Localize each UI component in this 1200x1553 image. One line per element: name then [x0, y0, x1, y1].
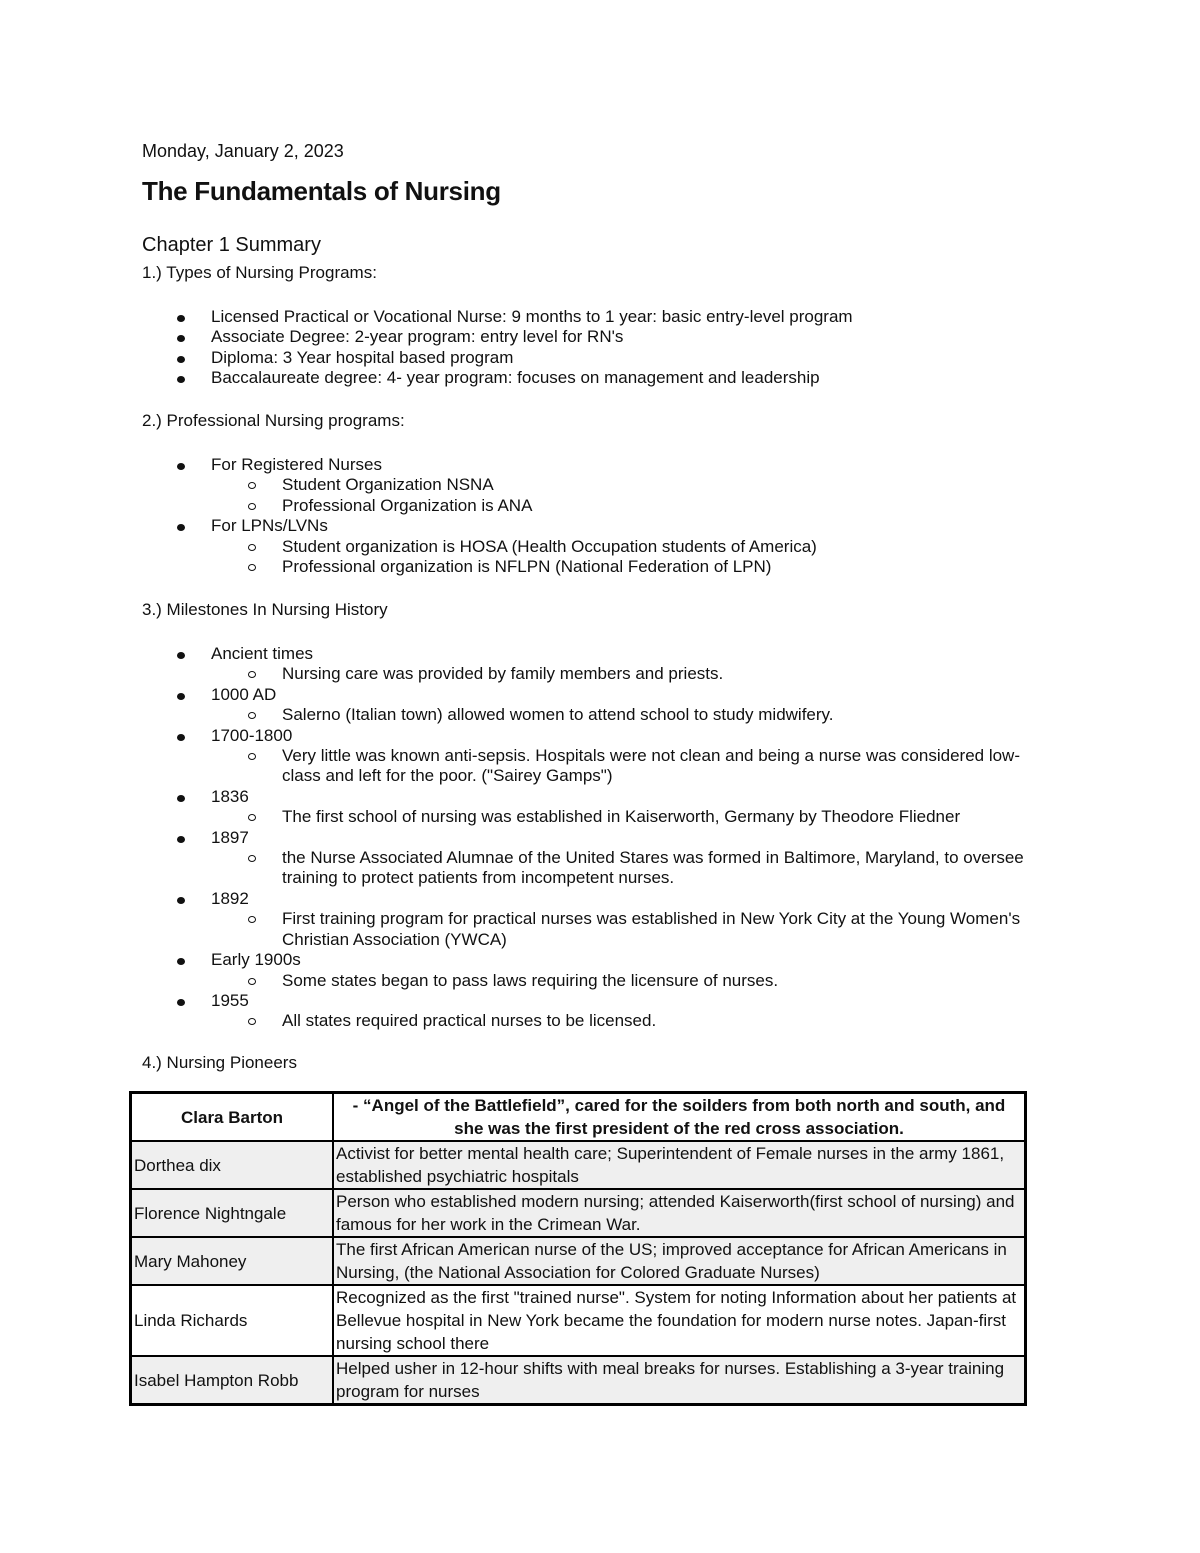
- list-item: Early 1900s Some states began to pass laws requiring the licensure of nurses.: [0, 950, 1052, 991]
- hollow-bullet-icon: [248, 1018, 256, 1025]
- list-item: 1892 First training program for practical nurses was established in New York City at the Young Women's Christian Association (YWCA): [0, 889, 1052, 950]
- sub-list-item: Professional organization is NFLPN (National Federation of LPN): [0, 557, 817, 577]
- hollow-bullet-icon: [248, 482, 256, 489]
- pioneers-table: [129, 1091, 1027, 1406]
- hollow-bullet-icon: [248, 978, 256, 985]
- bullet-icon: [177, 958, 185, 965]
- bullet-icon: [177, 795, 185, 802]
- list-item: 1836 The first school of nursing was established in Kaiserworth, Germany by Theodore Fliedner: [0, 787, 1052, 828]
- list-item: Licensed Practical or Vocational Nurse: 9 months to 1 year: basic entry-level program: [0, 307, 853, 327]
- pioneer-description: Activist for better mental health care; Superintendent of Female nurses in the army 1861, established psychiatric hospitals: [333, 1141, 1026, 1189]
- bullet-icon: [177, 524, 185, 531]
- table-row: [131, 1356, 1026, 1405]
- list-item: Diploma: 3 Year hospital based program: [0, 348, 853, 368]
- pioneer-name: Dorthea dix: [131, 1141, 334, 1189]
- bullet-icon: [177, 734, 185, 741]
- professional-programs-list: [0, 455, 817, 577]
- pioneer-description: The first African American nurse of the US; improved acceptance for African Americans in Nursing, (the National Association for Colored Graduate Nurses): [333, 1237, 1026, 1285]
- bullet-icon: [177, 999, 185, 1006]
- table-row: [131, 1141, 1026, 1189]
- list-item: Baccalaureate degree: 4- year program: focuses on management and leadership: [0, 368, 853, 388]
- list-item: For LPNs/LVNs Student organization is HOSA (Health Occupation students of America) Professional organization is NFLPN (National Federation of LPN): [0, 516, 817, 577]
- table-row: [131, 1093, 1026, 1142]
- list-item: 1897 the Nurse Associated Alumnae of the United Stares was formed in Baltimore, Maryland, to oversee training to protect patients from incompetent nurses.: [0, 828, 1052, 889]
- sub-list-item: First training program for practical nurses was established in New York City at the Young Women's Christian Association (YWCA): [0, 909, 1052, 950]
- bullet-icon: [177, 836, 185, 843]
- table-row: [131, 1285, 1026, 1356]
- sub-list-item: Professional Organization is ANA: [0, 496, 817, 516]
- sub-list-item: All states required practical nurses to be licensed.: [0, 1011, 1052, 1031]
- sub-list-item: the Nurse Associated Alumnae of the United Stares was formed in Baltimore, Maryland, to oversee training to protect patients from incompetent nurses.: [0, 848, 1052, 889]
- hollow-bullet-icon: [248, 671, 256, 678]
- hollow-bullet-icon: [248, 916, 256, 923]
- pioneer-description: - “Angel of the Battlefield”, cared for the soilders from both north and south, and she was the first president of the red cross association.: [333, 1093, 1026, 1142]
- pioneer-name: Clara Barton: [131, 1093, 334, 1142]
- section-4-heading: 4.) Nursing Pioneers: [142, 1053, 297, 1072]
- bullet-icon: [177, 356, 185, 363]
- sub-list-item: Student organization is HOSA (Health Occupation students of America): [0, 537, 817, 557]
- bullet-icon: [177, 376, 185, 383]
- sub-list-item: Student Organization NSNA: [0, 475, 817, 495]
- pioneer-name: Florence Nightngale: [131, 1189, 334, 1237]
- bullet-icon: [177, 335, 185, 342]
- bullet-icon: [177, 693, 185, 700]
- chapter-subtitle: Chapter 1 Summary: [142, 234, 321, 256]
- pioneer-name: Isabel Hampton Robb: [131, 1356, 334, 1405]
- section-1-heading: 1.) Types of Nursing Programs:: [142, 263, 377, 282]
- document-title: The Fundamentals of Nursing: [142, 176, 501, 206]
- hollow-bullet-icon: [248, 503, 256, 510]
- bullet-icon: [177, 652, 185, 659]
- pioneer-description: Person who established modern nursing; attended Kaiserworth(first school of nursing) and famous for her work in the Crimean War.: [333, 1189, 1026, 1237]
- sub-list-item: Some states began to pass laws requiring the licensure of nurses.: [0, 971, 1052, 991]
- list-item: 1700-1800 Very little was known anti-sepsis. Hospitals were not clean and being a nurse was considered low-class and left for the poor. ("Sairey Gamps"): [0, 726, 1052, 787]
- pioneer-description: Helped usher in 12-hour shifts with meal breaks for nurses. Establishing a 3-year training program for nurses: [333, 1356, 1026, 1405]
- pioneer-description: Recognized as the first "trained nurse". System for noting Information about her patients at Bellevue hospital in New York became the foundation for modern nurse notes. Japan-first nursing school there: [333, 1285, 1026, 1356]
- list-item: Associate Degree: 2-year program: entry level for RN's: [0, 327, 853, 347]
- table-row: [131, 1189, 1026, 1237]
- milestones-list: [0, 644, 1052, 1032]
- hollow-bullet-icon: [248, 712, 256, 719]
- pioneer-name: Mary Mahoney: [131, 1237, 334, 1285]
- list-item: For Registered Nurses Student Organization NSNA Professional Organization is ANA: [0, 455, 817, 516]
- section-2-heading: 2.) Professional Nursing programs:: [142, 411, 405, 430]
- list-item: 1000 AD Salerno (Italian town) allowed women to attend school to study midwifery.: [0, 685, 1052, 726]
- bullet-icon: [177, 463, 185, 470]
- hollow-bullet-icon: [248, 564, 256, 571]
- nursing-programs-list: [0, 307, 853, 389]
- list-item: Ancient times Nursing care was provided by family members and priests.: [0, 644, 1052, 685]
- sub-list-item: Very little was known anti-sepsis. Hospitals were not clean and being a nurse was considered low-class and left for the poor. ("Sairey Gamps"): [0, 746, 1052, 787]
- list-item: 1955 All states required practical nurses to be licensed.: [0, 991, 1052, 1032]
- hollow-bullet-icon: [248, 753, 256, 760]
- sub-list-item: Nursing care was provided by family members and priests.: [0, 664, 1052, 684]
- hollow-bullet-icon: [248, 814, 256, 821]
- document-date: Monday, January 2, 2023: [142, 141, 344, 161]
- sub-list-item: The first school of nursing was established in Kaiserworth, Germany by Theodore Fliedner: [0, 807, 1052, 827]
- hollow-bullet-icon: [248, 855, 256, 862]
- hollow-bullet-icon: [248, 544, 256, 551]
- section-3-heading: 3.) Milestones In Nursing History: [142, 600, 388, 619]
- bullet-icon: [177, 315, 185, 322]
- sub-list-item: Salerno (Italian town) allowed women to attend school to study midwifery.: [0, 705, 1052, 725]
- bullet-icon: [177, 897, 185, 904]
- table-row: [131, 1237, 1026, 1285]
- pioneer-name: Linda Richards: [131, 1285, 334, 1356]
